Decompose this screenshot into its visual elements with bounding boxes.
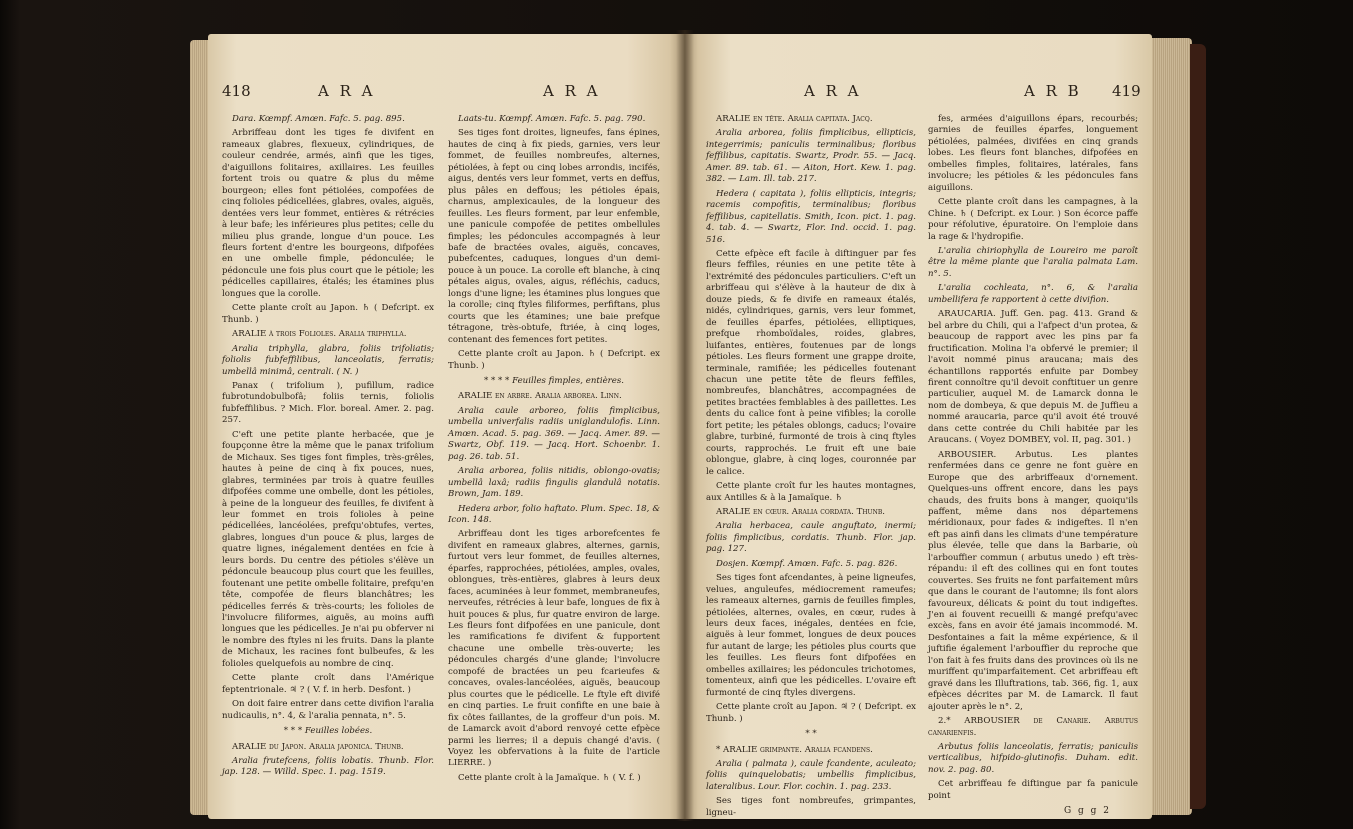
- section-divider: * * * Feuilles lobées.: [283, 726, 373, 737]
- left-page-edges: [190, 40, 208, 815]
- left-page-number: 418: [222, 82, 251, 100]
- right-page-column-1: [706, 114, 917, 818]
- paragraph: Dosjen. Kœmpf. Amœn. Fafc. 5. pag. 826.: [716, 558, 898, 569]
- right-page-column-2: [928, 114, 1138, 801]
- paragraph: Aralia caule arboreo, foliis fimplicibus, umbella univerfalis radiis uniglandulofis. Linn. Amœn. Acad. 5. pag. 369. — Jacq. Amer. 89. — Swartz, Obf. 119. — Jacq. Hort. Schoenbr. 1. pag. 26. tab. 51.: [448, 405, 660, 462]
- right-page-header: [684, 82, 1152, 104]
- paragraph: Ses tiges font nombreufes, grimpantes, ligneu-: [706, 796, 916, 818]
- left-page-header: [208, 82, 684, 104]
- species-heading: 2.* ARBOUSIER de Canarie. Arbutus canarienfis.: [928, 716, 1138, 738]
- book-gutter: [676, 30, 694, 821]
- paragraph: Ses tiges font afcendantes, à peine ligneufes, velues, anguleufes, médiocrement rameufes; les rameaux alternes, garnis de feuilles fimples, pétiolées, alternes, ovales, en cœur, rudes à leurs deux faces, inégales, dentées en fcie, aiguës à leur fommet, longues de deux pouces fur autant de large; les pétioles plus courts que les feuilles. Les fleurs font difpofées en ombelles axillaires; les pédoncules trichotomes, tomenteux, ainfi que les pédicelles. L'ovaire eft furmonté de cinq ftyles divergens.: [706, 573, 916, 698]
- right-page: [684, 34, 1152, 819]
- paragraph: Cette plante croît fur les hautes montagnes, aux Antilles & à la Jamaïque. ♄: [706, 481, 916, 503]
- paragraph: Dara. Kœmpf. Amœn. Fafc. 5. pag. 895.: [232, 114, 405, 124]
- paragraph: Arbutus foliis lanceolatis, ferratis; paniculis verticalibus, hifpido-glutinofis. Duham. edit. nov. 2. pag. 80.: [928, 742, 1138, 775]
- left-page: [208, 34, 684, 819]
- paragraph: Cette plante croît dans les campagnes, à la Chine. ♄ ( Defcript. ex Lour. ) Son écorce paffe pour réfolutive, épuratoire. On l'emploie dans la rage & l'hydropifie.: [928, 197, 1138, 242]
- paragraph: Hedera arbor, folio haftato. Plum. Spec. 18, & Icon. 148.: [448, 503, 660, 525]
- paragraph: Aralia triphylla, glabra, foliis trifoliatis; foliolis fubfeffilibus, lanceolatis, ferratis; umbellâ minimâ, centrali. ( N. ): [222, 343, 434, 377]
- species-heading: ARALIE en cœur. Aralia cordata. Thunb.: [716, 506, 886, 517]
- right-header-title-1: A R A: [804, 82, 862, 100]
- paragraph: Arbriffeau dont les tiges arborefcentes fe divifent en rameaux glabres, alternes, garnis, furtout vers leur fommet, de feuilles alternes, éparfes, rapprochées, pétiolées, amples, ovales, oblongues, très-entières, glabres à leurs deux faces, acuminées à leur fommet, membraneufes, nerveufes, rétrécies à leur bafe, longues de fix à huit pouces & plus, fur quatre environ de large. Les fleurs font difpofées en une panicule, dont les ramifications fe divifent & fupportent chacune une ombelle très-ouverte; les pédoncules chargés d'une glande; l'involucre compofé de bractées un peu fcarieufes & concaves, ovales-lancéolées, aiguës, beaucoup plus courtes que le pédicelle. Le ftyle eft divifé en cinq parties. Le fruit confifte en une baie à fix côtes faillantes, de la groffeur d'un pois. M. de Lamarck avoit d'abord renvoyé cette efpèce parmi les lierres; il a depuis changé d'avis. ( Voyez les obfervations à la fuite de l'article LIERRE. ): [448, 529, 660, 769]
- paragraph: Laats-tu. Kœmpf. Amœn. Fafc. 5. pag. 790.: [458, 114, 646, 124]
- paragraph: ARAUCARIA. Juff. Gen. pag. 413. Grand & bel arbre du Chili, qui a l'afpect d'un protea, & beaucoup de rapport avec les pins par fa fructification. Molina l'a obfervé le premier; il l'avoit nommé pinus araucana; mais des échantillons rapportés enfuite par Dombey firent connoître qu'il devoit conftituer un genre particulier, auquel M. de Lamarck donna le nom de dombeya, & que depuis M. de Juffieu a nommé araucaria, parce qu'il avoit été trouvé dans cette contrée du Chili habitée par les Araucans. ( Voyez DOMBEY, vol. II, pag. 301. ): [928, 309, 1138, 446]
- species-heading: ARALIE en arbre. Aralia arborea. Linn.: [458, 391, 622, 402]
- paragraph: Cet arbriffeau fe diftingue par fa panicule point: [928, 779, 1138, 801]
- paragraph: ARBOUSIER. Arbutus. Les plantes renfermées dans ce genre ne font guère en Europe que des arbriffeaux d'ornement. Quelques-uns offrent encore, dans les pays chauds, des fruits bons à manger, quoiqu'ils paffent, même dans nos départemens méridionaux, pour fades & indigeftes. Il n'en eft pas ainfi dans les climats d'une température plus élevée, telle que dans la Barbarie, où l'arbouffier commun ( arbutus unedo ) eft très-répandu: il eft des collines qui en font toutes couvertes. Ses fruits ne font parfaitement mûrs que dans le courant de l'automne; ils font alors favoureux, délicats & point du tout indigeftes. J'en ai fouvent recueilli & mangé prefqu'avec excès, fans en avoir été jamais incommodé. M. Desfontaines a fait la même expérience, & il juftifie également l'arbouffier du reproche que l'on fait à fes fruits dans des provinces où ils ne muriffent qu'imparfaitement. Cet arbriffeau eft gravé dans les Illuftrations, tab. 366, fig. 1, aux efpèces décrites par M. de Lamarck. Il faut ajouter après le n°. 2,: [928, 449, 1138, 712]
- section-divider: * *: [805, 729, 817, 740]
- paragraph: Aralia ( palmata ), caule fcandente, aculeato; foliis quinquelobatis; umbellis fimplicibus, lateralibus. Lour. Flor. cochin. 1. pag. 233.: [706, 759, 916, 792]
- paragraph: Cette plante croît dans l'Amérique feptentrionale. ♃ ? ( V. f. in herb. Desfont. ): [222, 673, 434, 695]
- paragraph: fes, armées d'aiguillons épars, recourbés; garnies de feuilles éparfes, longuement pétiolées, palmées, divifées en cinq grands lobes. Les fleurs font blanches, difpofées en ombelles fimples, folitaires, latérales, fans involucre; les pétioles & les pédoncules fans aiguillons.: [928, 114, 1138, 193]
- right-page-number: 419: [1112, 82, 1141, 100]
- species-heading: * ARALIE grimpante. Aralia fcandens.: [716, 744, 873, 755]
- paragraph: Cette plante croît au Japon. ♄ ( Defcript. ex Thunb. ): [448, 349, 660, 371]
- paragraph: Arbriffeau dont les tiges fe divifent en rameaux glabres, flexueux, cylindriques, de couleur cendrée, armés, ainfi que les tiges, d'aiguillons folitaires, axillaires. Les feuilles fortent trois ou quatre & plus du même bourgeon; elles font pétiolées, compofées de cinq folioles pédicellées, glabres, ovales, aiguës, dentées vers leur fommet, entières & rétrécies à leur bafe; les inférieures plus petites; celle du milieu plus grande, longue d'un pouce. Les fleurs fortent d'entre les bourgeons, difpofées en une ombelle fimple, pédonculée; le pédoncule une fois plus court que le pétiole; les pédicelles capillaires, étalés; les étamines plus longues que la corolle.: [222, 128, 434, 299]
- paragraph: Panax ( trifolium ), pufillum, radice fubrotundobulbofâ; foliis ternis, foliolis fubfeffilibus. ? Mich. Flor. boreal. Amer. 2. pag. 257.: [222, 380, 434, 426]
- paragraph: Cette plante croît au Japon. ♃ ? ( Defcript. ex Thunb. ): [706, 702, 916, 724]
- paragraph: Aralia arborea, foliis nitidis, oblongo-ovatis; umbellâ laxâ; radiis fingulis glandulâ notatis. Brown, Jam. 189.: [448, 466, 660, 500]
- paragraph: Cette efpèce eft facile à diftinguer par fes fleurs feffiles, réunies en une petite tête à l'extrémité des pédoncules particuliers. C'eft un arbriffeau qui s'élève à la hauteur de dix à douze pieds, & fe divife en rameaux étalés, nidés, cylindriques, garnis, vers leur fommet, de feuilles éparfes, pétiolées, elliptiques, prefque rhomboïdales, roides, glabres, luifantes, entières, foutenues par de longs pétioles. Les fleurs forment une grappe droite, terminale, ramifiée; les pédicelles foutenant chacun une petite tête de fleurs feffiles, nombreufes, blanchâtres, accompagnées de petites bractées femblables à des paillettes. Les dents du calice font à peine vifibles; la corolle fort petite; les pétales oblongs, caducs; l'ovaire glabre, turbiné, furmonté de trois à cinq ftyles courts, rapprochés. Le fruit eft une baie oblongue, glabre, à cinq loges, couronnée par le calice.: [706, 248, 917, 477]
- paragraph: C'eft une petite plante herbacée, que je foupçonne être la même que le panax trifolium de Michaux. Ses tiges font fimples, très-grêles, hautes à peine de cinq à fix pouces, nues, glabres, terminées par trois à quatre feuilles difpofées comme une ombelle, dont les pétioles, à peine de la longueur des feuilles, fe divifent à leur fommet en trois folioles à peine pédicellées, lancéolées, prefqu'obtufes, vertes, glabres, longues d'un pouce & plus, larges de quatre lignes, inégalement dentées en fcie à leurs bords. Du centre des pétioles s'élève un pédoncule beaucoup plus court que les feuilles, foutenant une petite ombelle folitaire, prefqu'en tête, compofée de fleurs blanchâtres; les pédicelles ferrés & très-courts; les folioles de l'involucre filiformes, aiguës, au moins auffi longues que les pédicelles. Je n'ai pu obferver ni le nombre des ftyles ni les fruits. Dans la plante de Michaux, les racines font bulbeufes, & les folioles quelquefois au nombre de cinq.: [222, 429, 434, 669]
- paragraph: Cette plante croît à la Jamaïque. ♄ ( V. f. ): [458, 772, 641, 783]
- section-divider: * * * * Feuilles fimples, entières.: [483, 375, 625, 386]
- left-header-title-1: A R A: [318, 82, 376, 100]
- left-page-column-2: [448, 114, 660, 783]
- left-header-title-2: A R A: [543, 82, 601, 100]
- right-page-edges: [1152, 38, 1192, 815]
- printer-signature: G g g 2: [1064, 806, 1112, 816]
- book-cover-edge: [1190, 44, 1206, 809]
- paragraph: Aralia herbacea, caule anguftato, inermi; foliis fimplicibus, cordatis. Thunb. Flor. jap. pag. 127.: [706, 521, 916, 555]
- paragraph: Cette plante croît au Japon. ♄ ( Defcript. ex Thunb. ): [222, 303, 434, 325]
- paragraph: Hedera ( capitata ), foliis ellipticis, integris; racemis compofitis, terminalibus; floribus feffilibus, capitellatis. Smith, Icon. pict. 1. pag. 4. tab. 4. — Swartz, Flor. Ind. occid. 1. pag. 516.: [706, 188, 916, 245]
- species-heading: ARALIE à trois Folioles. Aralia triphylla.: [232, 329, 407, 340]
- paragraph: L'aralia cochleata, n°. 6, & l'aralia umbellifera fe rapportent à cette divifion.: [928, 283, 1138, 305]
- paragraph: Ses tiges font droites, ligneufes, fans épines, hautes de cinq à fix pieds, garnies, vers leur fommet, de feuilles nombreufes, alternes, pétiolées, à fept ou cinq lobes arrondis, incifés, aigus, dentés vers leur fommet, verts en deffus, plus pâles en deffous; les pétioles épais, charnus, amplexicaules, de la longueur des feuilles. Les fleurs forment, par leur enfemble, une panicule compofée de petites ombellules fimples; les pédoncules accompagnés à leur bafe de bractées ovales, aiguës, concaves, pubefcentes, caduques, longues d'un demi-pouce à un pouce. La corolle eft blanche, à cinq pétales aigus, ovales, aigus, réfléchis, caducs, longs d'une ligne; les étamines plus longues que la corolle; cinq ftyles filiformes, perfiftans, plus courts que les étamines; une baie prefque tétragone, très-obtufe, ftriée, à cinq loges, contenant des femences fort petites.: [448, 128, 660, 345]
- paragraph: Aralia arborea, foliis fimplicibus, ellipticis, integerrimis; paniculis terminalibus; floribus feffilibus, capitatis. Swartz, Prodr. 55. — Jacq. Amer. 89. tab. 61. — Aiton, Hort. Kew. 1. pag. 382. — Lam. Ill. tab. 217.: [706, 128, 916, 185]
- left-page-column-1: [222, 114, 434, 778]
- paragraph: On doit faire entrer dans cette divifion l'aralia nudicaulis, n°. 4, & l'aralia pennata, n°. 5.: [222, 699, 434, 721]
- species-heading: ARALIE du Japon. Aralia japonica. Thunb.: [232, 741, 404, 752]
- paragraph: L'aralia chiriophylla de Loureiro me paroît être la même plante que l'aralia palmata Lam. n°. 5.: [928, 245, 1138, 279]
- right-header-title-2: A R B: [1024, 82, 1082, 100]
- species-heading: ARALIE en tête. Aralia capitata. Jacq.: [716, 114, 873, 124]
- paragraph: Aralia frutefcens, foliis lobatis. Thunb. Flor. jap. 128. — Willd. Spec. 1. pag. 1519.: [222, 756, 434, 778]
